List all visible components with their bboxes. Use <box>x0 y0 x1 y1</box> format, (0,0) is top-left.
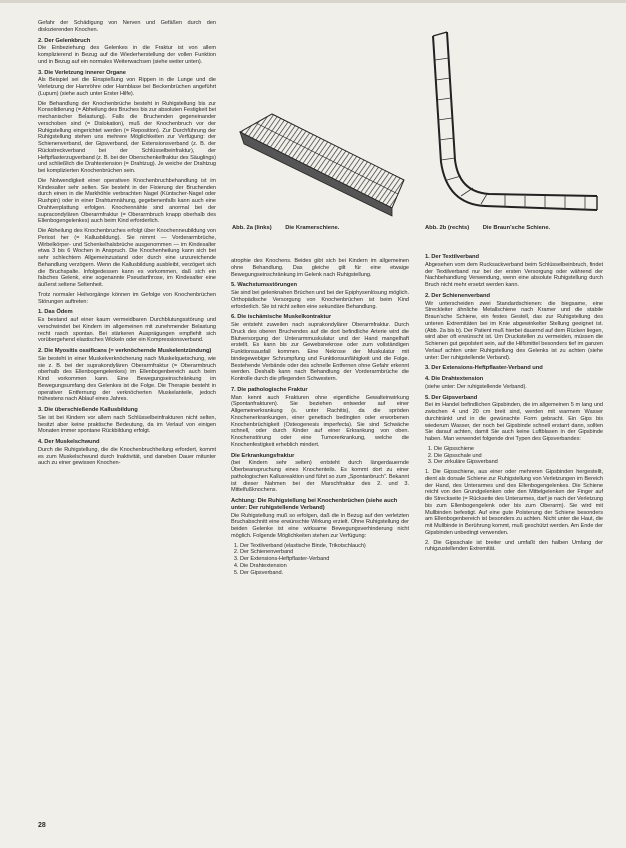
subsection-heading: 5. Der Gipsverband <box>425 394 478 401</box>
paragraph: Trotz normaler Heilvorgänge können im Gefolge von Knochenbrüchen Störungen auftreten: <box>38 291 216 305</box>
subsection-heading: 2. Die Myositis ossificans (= verknöchernde Muskelentzündung) <box>38 348 212 354</box>
subsection-heading: 3. Die überschießende Kallusbildung <box>38 407 138 413</box>
subsection-heading: 7. Die pathologische Fraktur <box>231 386 308 393</box>
subsection-heading: Achtung: Die Ruhigstellung bei Knochenbrüchen (siehe auch unter: Der ruhigstellende Verband) <box>231 498 398 511</box>
paragraph: atrophie des Knochens. Beides gibt sich bei Kindern im allgemeinen ohne Behandlung. Das gleiche gilt für eine etwaige Bewegungseinschränkung im Gelenk nach Ruhigstellung. <box>231 258 409 278</box>
paragraph: Sie ist bei Kindern vor allem nach Schlüsselbeinfrakturen nicht selten, besitzt aber keine praktische Bedeutung, da im Verlauf von einigen Monaten immer spontane Rückbildung erfolgt. <box>38 414 216 435</box>
paragraph: Abgesehen vom dem Rucksackverband beim Schlüsselbeinbruch, findet der Textilverband nur bei der ersten Versorgung oder während der Nachbehandlung Verwendung, wenn eine absolute Ruhigstellung durch Bruch nicht mehr ersetzt werden kann. <box>425 261 603 288</box>
splint-options-list <box>231 543 409 577</box>
subsection-heading: 1. Das Ödem <box>38 309 73 316</box>
list-item: 5. Der Gipsverband. <box>240 570 409 577</box>
list-item: 3. Der zirkuläre Gipsverband <box>434 459 603 466</box>
paragraph: Gefahr der Schädigung von Nerven und Gefäßen durch den dislozierenden Knochen. <box>38 20 216 33</box>
text-column-middle <box>231 258 409 579</box>
subsection-heading: 4. Die Drahtextension <box>425 376 484 382</box>
list-item: 2. Der Schienenverband <box>240 549 409 556</box>
subsection-heading: 5. Wachstumsstörungen <box>231 282 298 289</box>
paragraph: (siehe unter: Der ruhigstellende Verband). <box>425 383 527 390</box>
subsection-heading: Die Erkrankungsfraktur <box>231 452 295 459</box>
subsection-heading: 1. Der Textilverband <box>425 254 479 260</box>
subsection-heading: 4. Der Muskelschwund <box>38 439 100 445</box>
paragraph: Die Einbeziehung des Gelenkes in die Fraktur ist von allem komplizierend in Bezug auf die Wiederherstellung der vollen Funktion und in Bezug auf ein normales Weiterwachsen (siehe weiter unten). <box>38 45 216 65</box>
figure-title: Die Braun'sche Schiene. <box>482 225 551 231</box>
paragraph: Es bestand auf einer kaum vermeidbaren Durchblutungsstörung und verschwindet bei Kindern im allgemeinen mit zunehmender Belastung recht rasch spontan. Bei stärkeren Ausprägungen empfiehlt sich vorübergehend elastisches Wickeln oder ein Kompressionsverband. <box>38 317 216 344</box>
cast-types-list <box>425 446 603 466</box>
list-item: 3. Der Extensions-Heftpflaster-Verband <box>240 556 409 563</box>
paragraph: Die Behandlung der Knochenbrüche besteht in Ruhigstellung bis zur Konsolidierung (= Abheilung des Bruches bis zur absoluten Festigkeit bei mechanischer Belastung). Falls die Bruchenden gegeneinander verschoben sind (= Dislokation), muß der Knochenbruch vor der Ruhigstellung eingerichtet werden (= Reposition). Zur Durchführung der Ruhigstellung stehen uns mehrere Möglichkeiten zur Verfügung: der Schienenverband, der Gipsverband, der Extensionsverband (z. B. der Rückstreckverband bei der Schlüsselbeinfraktur), der Heftpflasterzugverband (z. B. bei der Oberschenkelfraktur des Säuglings) und schließlich die Drahtextension (= Drahtzug). Je weiche der Drahtzug bei komplizierten Knochenbrüchen sein. <box>38 100 216 174</box>
section-heading: 3. Die Verletzung innerer Organe <box>38 69 126 76</box>
paragraph: Die Ruhigstellung muß so erfolgen, daß die in Bezug auf den verletzten Bruchabschnitt eine erwünschte Wirkung erzielt. Ohne Ruhigstellung der beiden Gelenke ist eine wirksame Bewegungsverhinderung nicht möglich. Folgende Möglichkeiten stehen zur Verfügung: <box>231 512 409 539</box>
paragraph: Durch die Ruhigstellung, die die Knochenbruchheilung erfordert, kommt es zum Muskelschwund durch Inaktivität, und daneben Dauer mitunter auch zu einer gewissen Knochen- <box>38 446 216 467</box>
paragraph: (bei Kindern sehr selten) entsteht durch längerdauernde Überbeanspruchung eines Knochenteils. Es kommt dort zu einer pathologischen Kallusreaktion und führt so zum „Spontanbruch“. Bekannt ist dieser Nahmen bei der Marschfraktur des 2. und 3. Mittelfußknochens. <box>231 460 409 494</box>
list-item: 1. Der Textilverband (elastische Binde, Trikotschlauch) <box>240 543 409 550</box>
paragraph: Wir unterscheiden zwei Standardschienen: die biegsame, eine Streckleiter ähnliche Metallschiene nach Kramer und die stabile Braun'sche Schiene, ein festes Gestell, das zur Ruhigstellung des unteren Extremitäten bei im Knie abgewinkelter Stellung geeignet ist. (Abb. 2a bis b). Der Patient muß hierbei dauernd auf dem Rücken liegen, wird aber oft erwünscht ist. Um Druckstellen zu vermeiden, müssen die Schienen gut gepolstert sein, auf die Hilfsmittel besonders tief im ganzen Verlauf achten unter Ruhigstellung des Gelenks ist zu achten (siehe unter: Der ruhigstellende Verband). <box>425 300 603 361</box>
figure-title: Die Kramerschiene. <box>285 225 340 231</box>
page-top-edge <box>0 0 626 3</box>
page-number: 28 <box>38 822 46 829</box>
figure-caption-a <box>232 225 339 231</box>
subsection-heading: 2. Der Schienenverband <box>425 292 490 299</box>
paragraph: Sie besteht in einer Muskelverknöcherung nach Muskelquetschung, wie sie z. B. bei der suprakondylären Oberarmfraktur (= Oberarmbruch oberhalb des Ellenbogengelenkes) im Ellenbogenbereich auch beim Kind vorkommen kann. Eine Bewegungseinschränkung im Bewegungsumfang des Gelenkes ist die Folge. Die Therapie besteht in operativer Entfernung der verknöcherten Muskelanteile, jedoch frühestens nach Ablauf eines Jahres. <box>38 355 216 403</box>
paragraph: 2. Die Gipsschale ist breiter und umfaßt den halben Umfang der ruhigzustellenden Extremität. <box>425 539 603 553</box>
figure-kramer-splint <box>232 20 410 220</box>
paragraph: Bei im Handel befindlichen Gipsbinden, die im allgemeinen 5 m lang und zwischen 4 und 20 cm breit sind, werden mit warmem Wasser durchtränkt und in die gewünschte Form gebracht. Ein Gips bis wiederum Wasser, der noch bei Gipsbinde schnell erstarrt dann, sollten Sie darauf achten, damit Sie auch keine Luftblasen in der Gipsbinde haben. Man verwendet folgende drei Typen des Gipsverbandes: <box>425 402 603 442</box>
braun-splint-illustration <box>425 20 603 220</box>
paragraph: Die Notwendigkeit einer operativen Knochenbruchbehandlung ist im Kindesalter sehr selten. Sie besteht in der Fixierung der Bruchenden durch einen in die Markhöhle verbrachten Nagel (Küntscher-Nagel oder Rushpin) oder in einer Drahtumnähung, gegebenenfalls kann auch eine Drahtverplattung erfolgen. Knochennähte sind anormal bei der supracondylären Oberarmfraktur (= Oberarmbruch knapp oberhalb des Ellenbogengelenkes) auch beim Kind erforderlich. <box>38 177 216 225</box>
figure-braun-splint <box>425 20 603 220</box>
subsection-heading: 3. Der Extensions-Heftpflaster-Verband und <box>425 365 543 372</box>
section-heading: 2. Der Gelenkbruch <box>38 37 91 44</box>
figure-label: Abb. 2b (rechts) <box>425 225 470 231</box>
figure-caption-b <box>425 225 550 231</box>
paragraph: Sie entsteht zuweilen nach suprakondylärer Oberarmfraktur. Durch Druck des oberen Bruchendes auf die dort befindliche Arterie wird die Blutversorgung der Unterarmmuskulatur und der Hand mangelhaft erstellt. Es kann bis zur Gewebsnekrose oder zum vollständigen Funktionsausfall kommen. Eine Nekrose der Muskulatur mit bindegewebiger Schrumpfung und Funktionsunfähigkeit und die Folge. Bestehende Verbände oder des schnelle Entfernen ohne Gefahr erkennt werden. Deshalb kann nach Behandlung der Vorderarmbrüche die Kontrolle durch die pflegenden Schwestern. <box>231 322 409 382</box>
paragraph: 1. Die Gipsschiene, aus einer oder mehreren Gipsbinden hergestellt, dient als dorsale Schiene zur Ruhigstellung von Verletzungen im Bereich der Hand, des Unterarmes und des Ellenbogengelenkes. Die Schiene reicht von den Grundgelenken oder den Mittelgelenken der Finger auf die Streckseite (= Rückseite des Unterarmes, darf je nach der Verletzung bis zum Ellenbogengelenk oder bis zum Oberarm). Sie wird mit Mullbinden befestigt. Auf eine gute Polsterung der Schiene besonders am Ellenbogenbereich ist besonders zu achten. Nicht unter die Haut, die mit Mullbinde in Berührung kommt, muß geschützt werden. Am Ende der Gipsbinden unbedingt verwenden. <box>425 469 603 536</box>
list-item: 4. Die Drahtextension <box>240 563 409 570</box>
figure-label: Abb. 2a (links) <box>232 225 272 231</box>
text-column-right <box>425 250 603 556</box>
paragraph: Sie sind bei gelenknahen Brüchen und bei der Epiphysenlösung möglich. Orthopädische Versorgung von Knochenbrüchen ist beim Kind erforderlich. Sie ist nicht selten eine sekundäre Behandlung. <box>231 290 409 310</box>
paragraph: Die Abheilung des Knochenbruches erfolgt über Knochenneubildung von Periost her (= Kallusbildung). Sie nimmt — Vorderarmbrüche, Wirbelkörper- und Schenkelhalsbrüche ausgenommen — im Kindesalter etwa 3 bis 6 Wochen in Anspruch. Die Knochenheilung kann sich bei sehr schlechtem Allgemeinzustand oder durch eine unzureichende Behandlung verzögern. Wenn die Kallusbildung ausbleibt, verzögert sich die Bruchspalte. Infolgedessen kann es vorkommen, daß sich ein falsches Gelenk, eine sogenannte Pseudarthrose, im Kindesalter eine äußerst seltene Seltenheit. <box>38 228 216 288</box>
paragraph: Man kennt auch Frakturen ohne eigentliche Gewalteinwirkung (Spontanfrakturen). Sie beziehen entweder auf einer Allgemeinerkrankung (s. unter Rachitis), da die spröden Knochenerkrankungen, einer genetisch bedingten oder erworbenen Knochenbrüchigkeit (Osteogenesis imperfecta). Sie sind Schwäche schnell, oder durch Kinder auf einer Erkrankung von oben. Knochenstörung oder eine Tumorerkrankung, welche die Knochenfestigkeit erheblich mindert. <box>231 394 409 448</box>
text-column-left <box>38 20 216 470</box>
list-item: 2. Die Gipsschale und <box>434 453 603 460</box>
kramer-splint-illustration <box>232 20 410 220</box>
subsection-heading: 6. Die ischämische Muskelkontraktur <box>231 314 332 321</box>
list-item: 1. Die Gipsschiene <box>434 446 603 453</box>
paragraph: Als Beispiel sei die Einspießung von Rippen in die Lunge und die Verletzung der Harnröhre oder Harnblase bei Beckenbrüchen angeführt (Lupum) (siehe auch unter Erster Hilfe). <box>38 77 216 97</box>
